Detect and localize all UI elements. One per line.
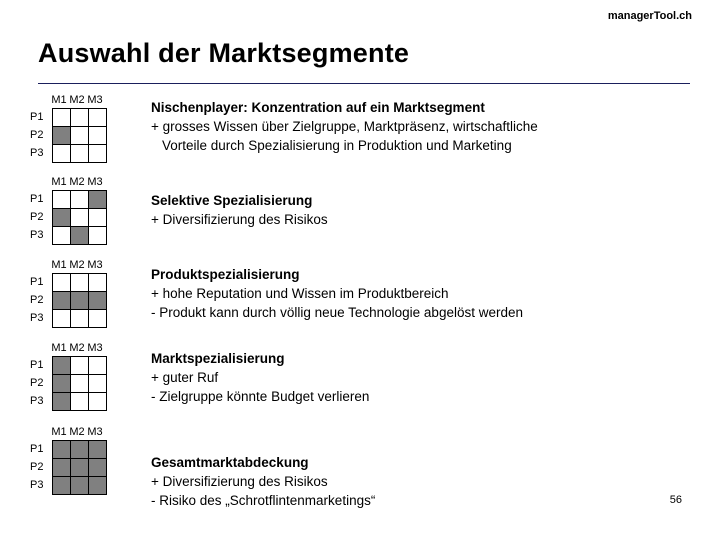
column-header: M2 xyxy=(69,94,85,106)
column-header: M3 xyxy=(87,259,103,271)
segment-grid xyxy=(52,190,107,245)
column-header: M2 xyxy=(69,426,85,438)
segment-grid xyxy=(52,273,107,328)
grid-cell xyxy=(71,375,89,393)
grid-cell xyxy=(71,191,89,209)
segment-produktspezialisierung xyxy=(30,259,710,341)
brand-label: managerTool.ch xyxy=(607,10,692,22)
grid-cell xyxy=(53,145,71,163)
segment-heading: Gesamtmarktabdeckung xyxy=(151,455,309,470)
segment-line: + Diversifizierung des Risikos xyxy=(151,474,328,489)
grid-cell-filled xyxy=(53,127,71,145)
segment-matrix xyxy=(30,259,140,339)
grid-cell xyxy=(53,109,71,127)
segment-heading: Marktspezialisierung xyxy=(151,351,285,366)
grid-cell-filled xyxy=(53,357,71,375)
segment-line: - Produkt kann durch völlig neue Technologie abgelöst werden xyxy=(151,305,523,320)
segment-line: + guter Ruf xyxy=(151,370,219,385)
row-header: P3 xyxy=(30,312,44,324)
segment-description xyxy=(151,349,369,406)
grid-cell-filled xyxy=(71,441,89,459)
segment-matrix xyxy=(30,94,140,174)
segment-marktspezialisierung xyxy=(30,342,710,424)
segment-line: - Risiko des „Schrotflintenmarketings“ xyxy=(151,493,376,508)
segment-heading: Selektive Spezialisierung xyxy=(151,193,313,208)
grid-cell xyxy=(71,357,89,375)
grid-cell-filled xyxy=(53,441,71,459)
column-header: M2 xyxy=(69,176,85,188)
segment-selektive-spezialisierung xyxy=(30,176,710,258)
grid-cell xyxy=(53,191,71,209)
column-header: M2 xyxy=(69,259,85,271)
grid-cell xyxy=(89,310,107,328)
segment-grid xyxy=(52,356,107,411)
grid-cell xyxy=(71,109,89,127)
grid-cell-filled xyxy=(89,292,107,310)
segment-line: + Diversifizierung des Risikos xyxy=(151,212,328,227)
column-header: M3 xyxy=(87,176,103,188)
grid-cell xyxy=(89,274,107,292)
grid-cell xyxy=(89,209,107,227)
row-header: P3 xyxy=(30,479,44,491)
segment-line: Vorteile durch Spezialisierung in Produktion und Marketing xyxy=(162,138,512,153)
segment-heading: Nischenplayer: Konzentration auf ein Marktsegment xyxy=(151,100,485,115)
grid-cell-filled xyxy=(89,477,107,495)
grid-cell xyxy=(89,375,107,393)
grid-cell-filled xyxy=(53,477,71,495)
grid-cell-filled xyxy=(89,441,107,459)
column-header: M3 xyxy=(87,342,103,354)
page-number: 56 xyxy=(669,494,682,506)
grid-cell-filled xyxy=(71,227,89,245)
segment-grid xyxy=(52,108,107,163)
column-header: M1 xyxy=(51,94,67,106)
grid-cell xyxy=(89,109,107,127)
segment-line: + grosses Wissen über Zielgruppe, Marktpräsenz, wirtschaftliche xyxy=(151,119,538,134)
grid-cell-filled xyxy=(89,191,107,209)
column-header: M2 xyxy=(69,342,85,354)
row-header: P1 xyxy=(30,443,44,455)
grid-cell xyxy=(53,310,71,328)
segment-nischenplayer xyxy=(30,94,710,176)
grid-cell xyxy=(71,274,89,292)
row-header: P1 xyxy=(30,193,44,205)
grid-cell xyxy=(71,310,89,328)
row-header: P3 xyxy=(30,147,44,159)
grid-cell xyxy=(71,393,89,411)
grid-cell xyxy=(71,145,89,163)
grid-cell xyxy=(71,127,89,145)
grid-cell-filled xyxy=(71,459,89,477)
grid-cell xyxy=(53,227,71,245)
column-header: M1 xyxy=(51,176,67,188)
grid-cell xyxy=(89,393,107,411)
segment-line: - Zielgruppe könnte Budget verlieren xyxy=(151,389,370,404)
grid-cell-filled xyxy=(53,459,71,477)
segment-heading: Produktspezialisierung xyxy=(151,267,300,282)
segment-grid xyxy=(52,440,107,495)
row-header: P1 xyxy=(30,111,44,123)
column-header: M1 xyxy=(51,426,67,438)
row-header: P3 xyxy=(30,395,44,407)
segment-description xyxy=(151,191,328,229)
page-title: Auswahl der Marktsegmente xyxy=(38,38,410,68)
column-header: M1 xyxy=(51,342,67,354)
grid-cell xyxy=(53,274,71,292)
row-header: P2 xyxy=(30,129,44,141)
row-header: P2 xyxy=(30,377,44,389)
row-header: P1 xyxy=(30,276,44,288)
grid-cell xyxy=(89,127,107,145)
grid-cell-filled xyxy=(71,292,89,310)
segment-line: + hohe Reputation und Wissen im Produktbereich xyxy=(151,286,449,301)
segment-description xyxy=(151,265,523,322)
grid-cell-filled xyxy=(53,209,71,227)
grid-cell-filled xyxy=(71,477,89,495)
column-header: M3 xyxy=(87,426,103,438)
segment-matrix xyxy=(30,176,140,256)
grid-cell xyxy=(71,209,89,227)
title-divider xyxy=(38,83,690,84)
grid-cell xyxy=(89,357,107,375)
column-header: M1 xyxy=(51,259,67,271)
segment-matrix xyxy=(30,426,140,506)
grid-cell-filled xyxy=(89,459,107,477)
grid-cell-filled xyxy=(53,375,71,393)
row-header: P2 xyxy=(30,461,44,473)
row-header: P2 xyxy=(30,211,44,223)
column-header: M3 xyxy=(87,94,103,106)
grid-cell-filled xyxy=(53,292,71,310)
grid-cell xyxy=(89,145,107,163)
row-header: P3 xyxy=(30,229,44,241)
row-header: P2 xyxy=(30,294,44,306)
segment-gesamtmarktabdeckung xyxy=(30,426,710,508)
grid-cell xyxy=(89,227,107,245)
segment-description xyxy=(151,98,538,155)
segment-matrix xyxy=(30,342,140,422)
segment-description xyxy=(151,453,375,510)
grid-cell-filled xyxy=(53,393,71,411)
row-header: P1 xyxy=(30,359,44,371)
